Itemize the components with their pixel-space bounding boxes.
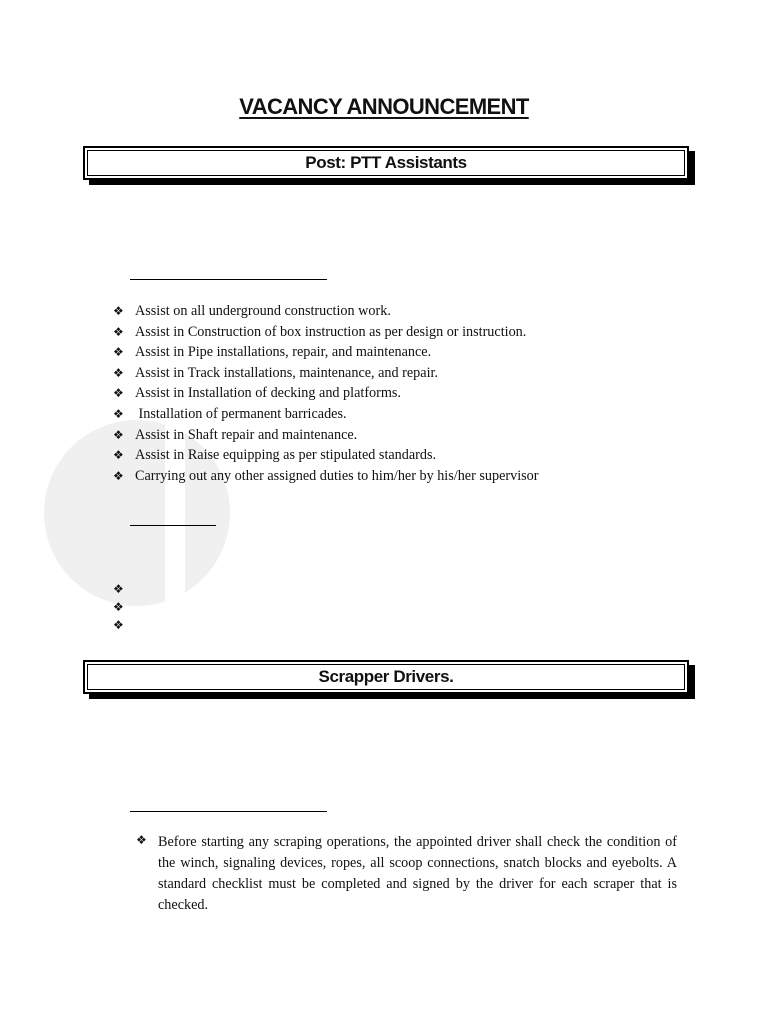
list-item (136, 832, 677, 916)
page-title: VACANCY ANNOUNCEMENT (239, 94, 529, 119)
section-heading-scrapper-drivers (83, 660, 689, 694)
diamond-bullet-icon: ❖ (113, 618, 124, 632)
diamond-bullet-icon: ❖ (113, 600, 124, 614)
list-item: ❖ Assist in Track installations, maintenance, and repair. (113, 363, 539, 384)
list-item: ❖ Installation of permanent barricades. (113, 404, 539, 425)
diamond-bullet-icon: ❖ (113, 386, 124, 401)
redacted-heading-line (130, 525, 216, 526)
diamond-bullet-icon: ❖ (113, 324, 124, 339)
diamond-bullet-icon: ❖ (113, 345, 124, 360)
diamond-bullet-icon: ❖ (113, 406, 124, 421)
list-item: ❖ Assist in Pipe installations, repair, and maintenance. (113, 342, 539, 363)
diamond-bullet-icon: ❖ (113, 365, 124, 380)
list-item: ❖ Carrying out any other assigned duties to him/her by his/her supervisor (113, 466, 539, 487)
diamond-bullet-icon: ❖ (113, 304, 124, 318)
redacted-heading-line (130, 279, 327, 280)
section-heading-ptt-assistants (83, 146, 689, 180)
list-item: ❖ Assist in Shaft repair and maintenance. (113, 425, 539, 446)
diamond-bullet-icon: ❖ (113, 582, 124, 596)
diamond-bullet-icon: ❖ (113, 448, 124, 463)
list-item: ❖ Assist in Raise equipping as per stipulated standards. (113, 445, 539, 466)
duty-paragraph: Before starting any scraping operations, the appointed driver shall check the condition of the winch, signaling devices, ropes, all scoop connections, snatch blocks and eyebolts. A standard checklist must be completed and signed by the driver for each scraper that is checked. (158, 834, 677, 913)
list-item: ❖ Assist in Construction of box instruction as per design or instruction. (113, 322, 539, 343)
duties-list (113, 301, 539, 486)
diamond-bullet-icon: ❖ (136, 833, 147, 847)
diamond-bullet-icon: ❖ (113, 427, 124, 442)
section-heading-text: Scrapper Drivers. (87, 664, 685, 690)
list-item: ❖ Assist on all underground construction work. (113, 301, 539, 322)
diamond-bullet-icon: ❖ (113, 468, 124, 483)
list-item: ❖ Assist in Installation of decking and platforms. (113, 383, 539, 404)
redacted-heading-line (130, 811, 327, 812)
section-heading-text: Post: PTT Assistants (87, 150, 685, 176)
